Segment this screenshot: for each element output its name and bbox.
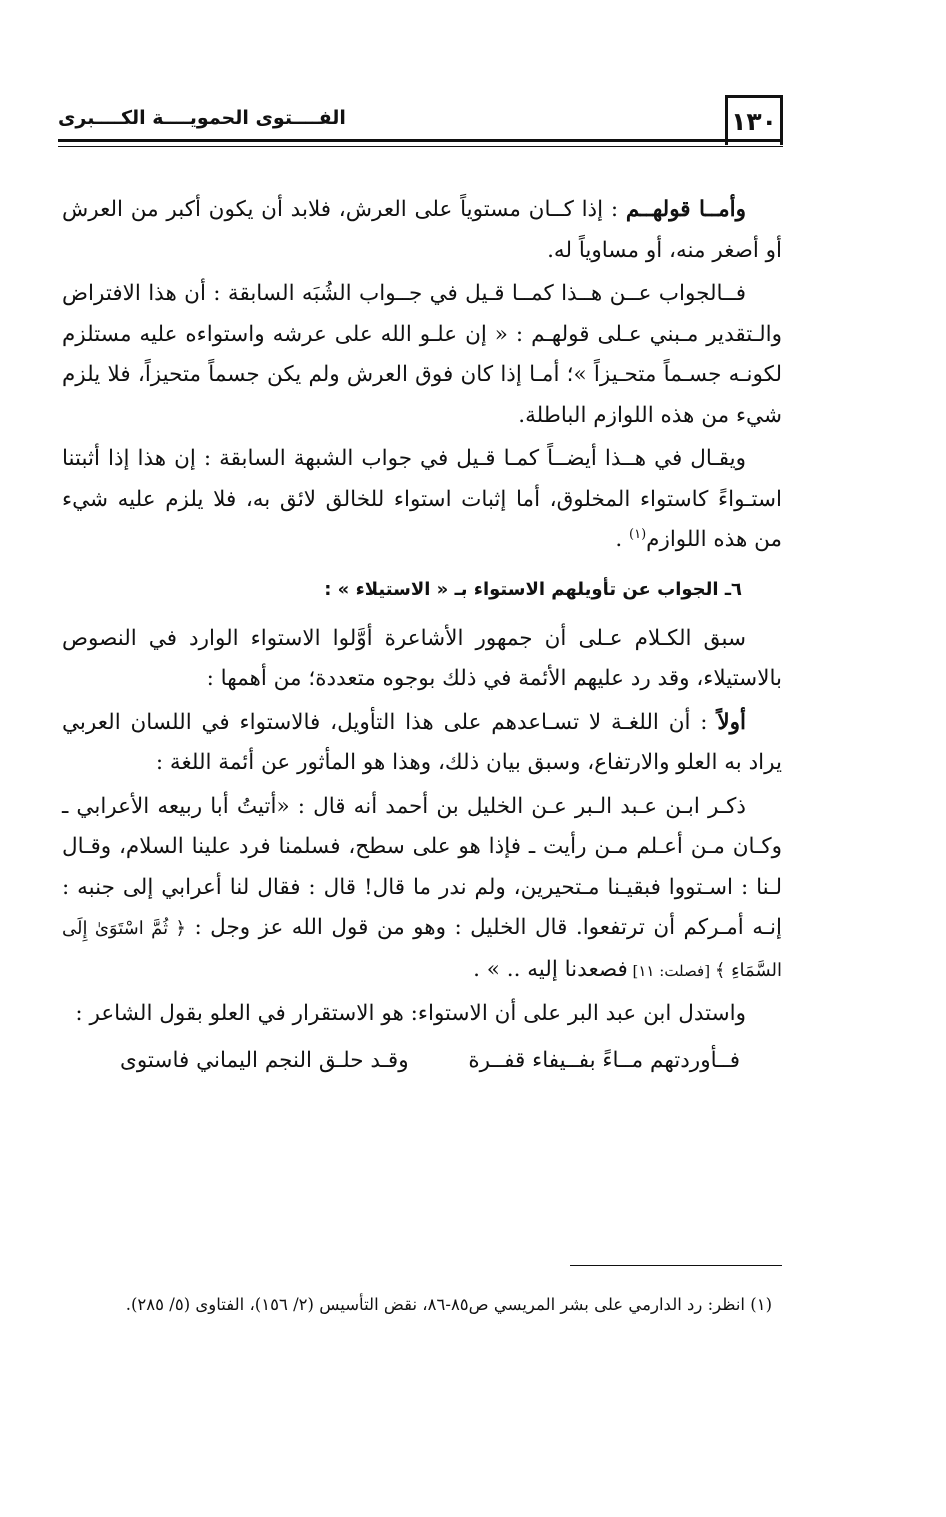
paragraph-3-text: ويقـال في هــذا أيضــاً كمـا قـيل في جواب الشبهة السابقة : إن هذا إذا أثبتنا استـواءً كاستواء المخلوق، أما إثبات استواء للخالق لائق به، فلا يلزم عليه شيء من هذه اللوازم <box>62 446 782 552</box>
section-heading: ٦ـ الجواب عن تأويلهم الاستواء بـ « الاستيلاء » : <box>324 578 742 600</box>
paragraph-4-text: سبق الكـلام عـلى أن جمهور الأشاعرة أوَّلوا الاستواء الوارد في النصوص بالاستيلاء، وقد رد عليهم الأئمة في ذلك بوجوه متعددة؛ من أهمها : <box>62 625 782 691</box>
header-rule-thin <box>58 146 783 147</box>
paragraph-2 <box>62 274 782 436</box>
paragraph-4 <box>62 619 782 700</box>
paragraph-5-lead: أولاً <box>717 709 746 735</box>
paragraph-6-end: فصعدنا إليه .. » . <box>473 956 628 982</box>
verse-first-hemistich: فــأوردتهم مــاءً بفــيفاء قفــرة <box>468 1047 740 1073</box>
verse-second-hemistich: وقـد حلـق النجم اليماني فاستوى <box>120 1047 409 1073</box>
main-text <box>62 190 782 1081</box>
paragraph-3 <box>62 439 782 561</box>
paragraph-1-lead: وأمــا قولهــم <box>625 197 746 222</box>
quran-verse: ﴿ ثُمَّ اسْتَوَىٰ إِلَى السَّمَاءِ ﴾ <box>62 918 782 981</box>
paragraph-6-text: ذكـر ابـن عـبد الـبر عـن الخليل بن أحمد أنه قال : «أتيتُ أبا ربيعه الأعرابي ـ وكـان مـن أعـلم مـن رأيت ـ فإذا هو على سطح، فسلمنا فرد علينا السلام، وقـال لـنا : اسـتووا فبقيـنا مـتحيرين، ولم ندر ما قال! قال : فقال لنا أعرابي إلى جنبه : إنـه أمـركم أن ترتفعوا. قال الخليل : وهو من قول الله عز وجل : <box>62 793 782 940</box>
paragraph-1 <box>62 190 782 271</box>
paragraph-7 <box>62 994 782 1035</box>
page-number: ١٣٠ <box>725 95 783 145</box>
page-header <box>58 95 783 147</box>
running-title: الفــــتوى الحمويــــة الكــــبرى <box>58 107 346 129</box>
paragraph-5 <box>62 703 782 784</box>
paragraph-7-text: واستدل ابن عبد البر على أن الاستواء: هو الاستقرار في العلو بقول الشاعر : <box>75 1001 746 1026</box>
quran-citation: [فصلت: ١١] <box>627 961 715 980</box>
header-rule-thick <box>58 139 783 142</box>
paragraph-6 <box>62 787 782 992</box>
footnote-1: (١) انظر: رد الدارمي على بشر المريسي ص٨٥-٨٦، نقض التأسيس (٢/ ١٥٦)، الفتاوى (٥/ ٢٨٥). <box>125 1295 772 1314</box>
poetry-verse <box>62 1041 782 1082</box>
paragraph-5-text: : أن اللغـة لا تسـاعدهم على هذا التأويل، فالاستواء في اللسان العربي يراد به العلو والارتفاع، وسبق بيان ذلك، وهذا هو المأثور عن أئمة اللغة : <box>62 709 782 775</box>
paragraph-2-text: فــالجواب عــن هــذا كمــا قـيل في جــواب الشُبَه السابقة : أن هذا الافتراض والـتقدير مـبني عـلى قولهـم : « إن علـو الله على عرشه واستواءه عليه مستلزم لكونـه جسـماً متحـيزاً »؛ أمـا إذا كان فوق العرش ولم يكن جسماً متحيزاً، فلا يلزم شيء من هذه اللوازم الباطلة. <box>62 281 782 428</box>
paragraph-1-text: : إذا كــان مستوياً على العرش، فلابد أن يكون أكبر من العرش أو أصغر منه، أو مساوياً له. <box>62 197 782 263</box>
footnote-reference[interactable]: (١) <box>629 526 647 542</box>
footnote-divider <box>570 1265 782 1266</box>
paragraph-3-end: . <box>615 527 629 552</box>
